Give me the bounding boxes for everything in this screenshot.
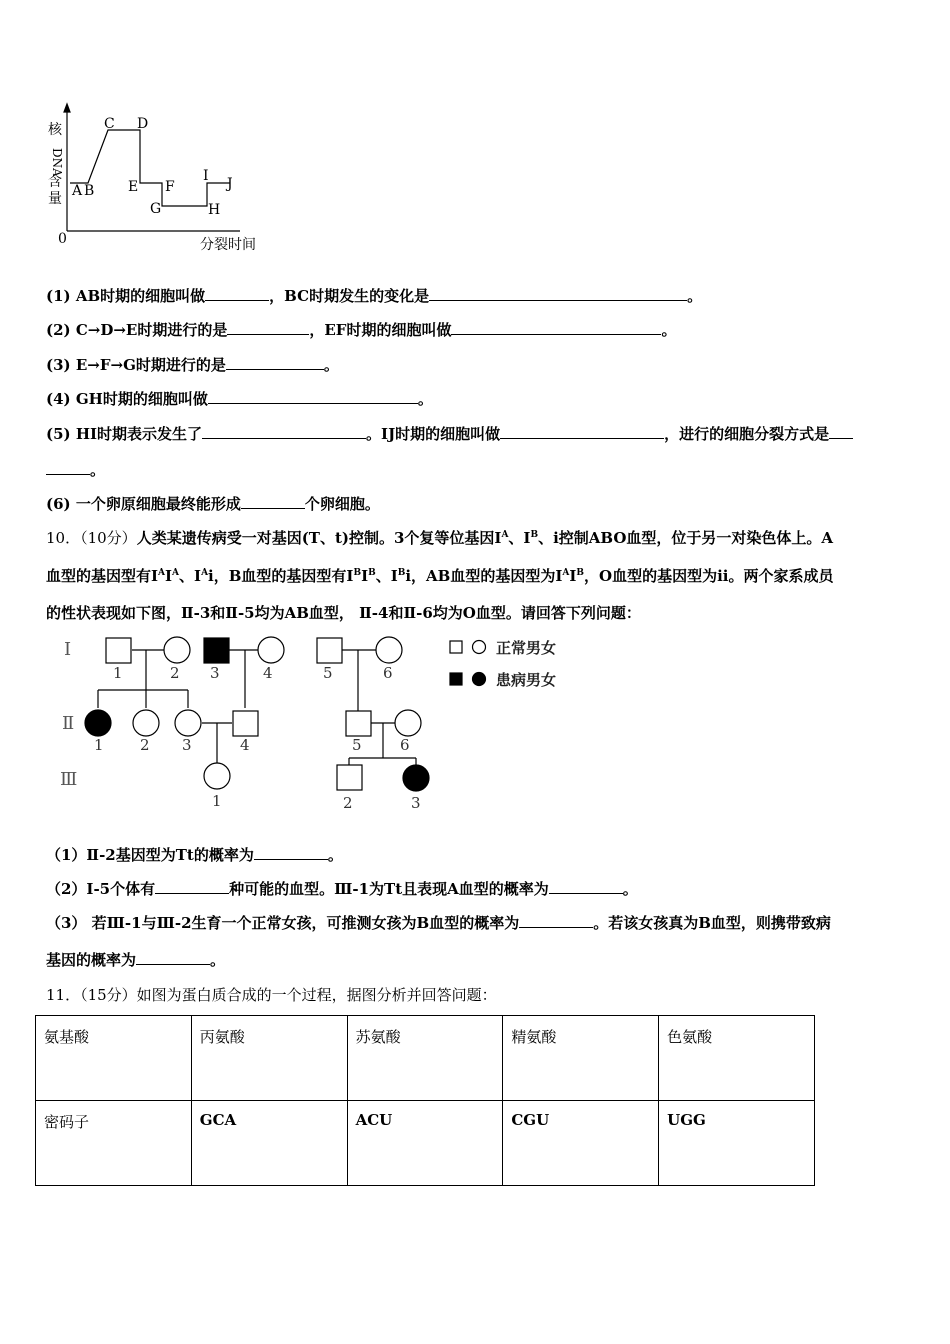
person-II-3-female xyxy=(175,710,201,736)
table-row xyxy=(36,1016,815,1101)
pedigree-chart xyxy=(50,628,610,818)
q9-part3: (3) E→F→G时期进行的是 。 xyxy=(46,356,339,374)
person-II-2-female xyxy=(133,710,159,736)
id-II-3: 3 xyxy=(182,736,192,754)
person-I-2-female xyxy=(164,637,190,663)
point-f: F xyxy=(165,179,175,195)
blank-q9-5b[interactable] xyxy=(500,424,664,439)
id-I-4: 4 xyxy=(263,664,273,682)
id-II-6: 6 xyxy=(400,736,410,754)
y-label-3: 含 xyxy=(48,174,62,190)
point-i: I xyxy=(203,168,209,184)
generation-2: Ⅱ xyxy=(62,713,75,734)
id-I-1: 1 xyxy=(113,664,123,682)
legend-normal-female-icon xyxy=(473,641,486,654)
blank-q10-2b[interactable] xyxy=(549,879,623,894)
blank-q9-5c[interactable] xyxy=(829,424,853,439)
person-I-6-female xyxy=(376,637,402,663)
q10-part2: （2）Ⅰ-5个体有 种可能的血型。Ⅲ-1为Tt且表现A血型的概率为 。 xyxy=(46,880,638,898)
point-e: E xyxy=(128,179,139,195)
id-I-2: 2 xyxy=(170,664,180,682)
legend-sick-female-icon xyxy=(473,673,486,686)
blank-q9-2b[interactable] xyxy=(451,320,661,335)
generation-3: Ⅲ xyxy=(60,769,78,790)
point-g: G xyxy=(150,201,162,217)
person-I-1-male xyxy=(106,638,131,663)
table-cell: 苏氨酸 xyxy=(347,1016,503,1101)
origin-label: 0 xyxy=(58,231,67,247)
person-II-1-female-affected xyxy=(85,710,111,736)
id-II-4: 4 xyxy=(240,736,250,754)
point-j: J xyxy=(227,176,233,192)
table-cell: 色氨酸 xyxy=(659,1016,815,1101)
point-a: A xyxy=(72,183,83,199)
point-b: B xyxy=(84,183,95,199)
person-I-5-male xyxy=(317,638,342,663)
id-II-1: 1 xyxy=(94,736,104,754)
q10-part3: （3） 若Ⅲ-1与Ⅲ-2生育一个正常女孩，可推测女孩为B血型的概率为 。若该女孩真为B血型，则携带致病 xyxy=(46,914,831,932)
table-cell: UGG xyxy=(659,1101,815,1186)
point-c: C xyxy=(104,116,115,132)
x-label: 分裂时间 xyxy=(200,237,256,253)
q10-part1: （1）Ⅱ-2基因型为Tt的概率为 。 xyxy=(46,846,343,864)
blank-q9-3[interactable] xyxy=(226,355,324,370)
y-label-4: 量 xyxy=(48,191,62,207)
person-III-1-female xyxy=(204,763,230,789)
person-II-4-male xyxy=(233,711,258,736)
legend-normal-male-icon xyxy=(450,641,462,653)
table-cell: GCA xyxy=(191,1101,347,1186)
table-row xyxy=(36,1101,815,1186)
blank-q10-3b[interactable] xyxy=(136,950,210,965)
id-I-5: 5 xyxy=(323,664,333,682)
point-h: H xyxy=(208,202,221,218)
person-II-5-male xyxy=(346,711,371,736)
id-I-3: 3 xyxy=(210,664,220,682)
q9-part6: (6) 一个卵原细胞最终能形成 个卵细胞。 xyxy=(46,495,380,513)
person-I-3-male-affected xyxy=(204,638,229,663)
blank-q10-2a[interactable] xyxy=(155,879,229,894)
table-cell: 密码子 xyxy=(36,1101,192,1186)
q10-stem-line3: 的性状表现如下图，Ⅱ-3和Ⅱ-5均为AB血型， Ⅱ-4和Ⅱ-6均为O血型。请回答下列问题： xyxy=(46,604,641,622)
blank-q9-2a[interactable] xyxy=(227,320,309,335)
q10-part3-cont: 基因的概率为 。 xyxy=(46,951,226,969)
q9-part5: (5) HI时期表示发生了 。IJ时期的细胞叫做 ，进行的细胞分裂方式是 xyxy=(46,424,910,444)
id-II-5: 5 xyxy=(352,736,362,754)
id-III-3: 3 xyxy=(411,794,421,812)
person-III-3-female-affected xyxy=(403,765,429,791)
id-II-2: 2 xyxy=(140,736,150,754)
q9-part1: (1) AB时期的细胞叫做 ，BC时期发生的变化是 。 xyxy=(46,287,703,305)
table-cell: CGU xyxy=(503,1101,659,1186)
id-I-6: 6 xyxy=(383,664,393,682)
blank-q10-1[interactable] xyxy=(254,845,328,860)
point-d: D xyxy=(137,116,149,132)
q10-stem-line1: 10．（10分）人类某遗传病受一对基因(T、t)控制。3个复等位基因$I^A$、$I^B$、i控制ABO血型，位于另一对染色体上。A xyxy=(46,529,834,547)
q10-stem-line2: 血型的基因型有$I^AI^A$、$I^Ai$，B血型的基因型有$I^BI^B$、$I^Bi$，AB血型的基因型为$I^AI^B$，O血型的基因型为ii。两个家系成员 xyxy=(46,567,834,585)
blank-q9-6[interactable] xyxy=(241,494,305,509)
codon-table xyxy=(35,1015,815,1186)
table-cell: 丙氨酸 xyxy=(191,1016,347,1101)
table-cell: 氨基酸 xyxy=(36,1016,192,1101)
legend-sick-label: 患病男女 xyxy=(496,671,557,689)
legend-normal-label: 正常男女 xyxy=(496,639,557,657)
legend-sick-male-icon xyxy=(450,673,462,685)
blank-q9-5a[interactable] xyxy=(202,424,366,439)
blank-q9-5c-cont[interactable] xyxy=(46,460,90,475)
q9-part5-cont: 。 xyxy=(46,460,910,480)
person-II-6-female xyxy=(395,710,421,736)
y-axis-arrow xyxy=(64,104,70,112)
table-cell: 精氨酸 xyxy=(503,1016,659,1101)
q11-title: 11．（15分）如图为蛋白质合成的一个过程，据图分析并回答问题： xyxy=(46,986,497,1004)
person-III-2-male xyxy=(337,765,362,790)
id-III-1: 1 xyxy=(212,792,222,810)
person-I-4-female xyxy=(258,637,284,663)
y-label-2: DNA xyxy=(50,148,64,177)
dna-content-chart xyxy=(40,100,280,260)
blank-q9-1a[interactable] xyxy=(205,286,269,301)
q9-part2: (2) C→D→E时期进行的是 ，EF时期的细胞叫做 。 xyxy=(46,321,677,339)
blank-q9-1b[interactable] xyxy=(429,286,687,301)
blank-q9-4[interactable] xyxy=(208,389,418,404)
generation-1: Ⅰ xyxy=(64,639,72,660)
blank-q10-3a[interactable] xyxy=(519,913,593,928)
id-III-2: 2 xyxy=(343,794,353,812)
q9-part4: (4) GH时期的细胞叫做 。 xyxy=(46,390,433,408)
y-label-1: 核 xyxy=(48,122,62,138)
table-cell: ACU xyxy=(347,1101,503,1186)
